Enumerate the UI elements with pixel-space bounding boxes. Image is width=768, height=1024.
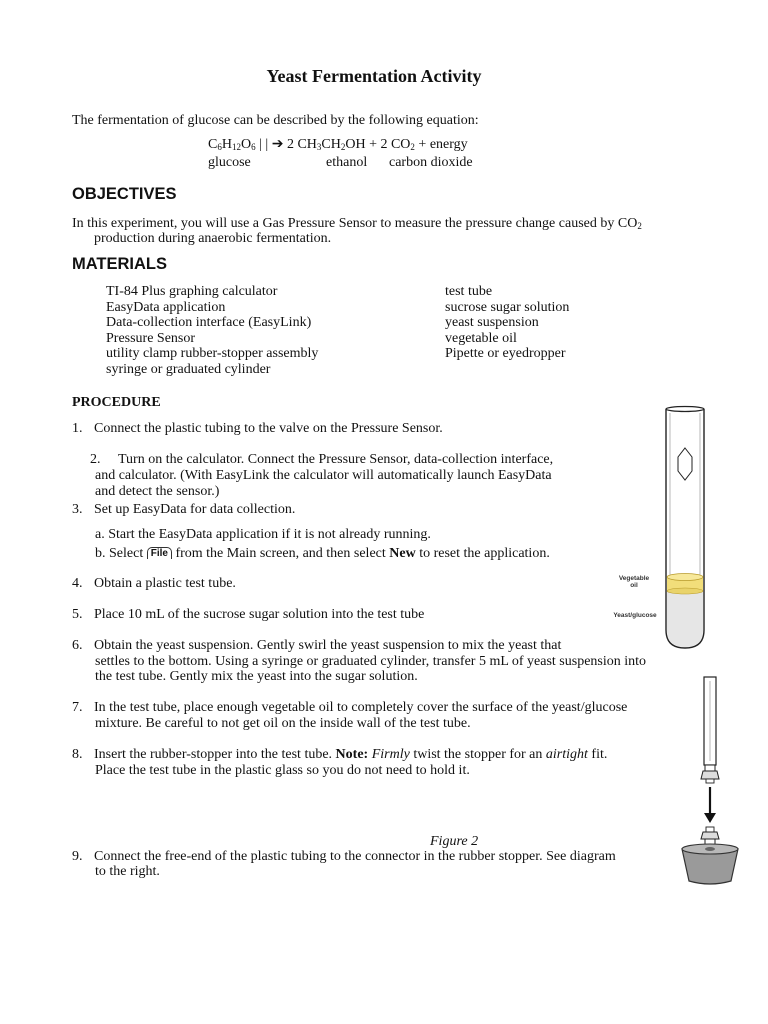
step-6-text-line2: settles to the bottom. Using a syringe or graduated cylinder, transfer 5 mL of yeast suspension into bbox=[95, 654, 647, 669]
step-9-text-line1: Connect the free-end of the plastic tubing to the connector in the rubber stopper. See diagram bbox=[94, 849, 616, 864]
step-6-text-line1: Obtain the yeast suspension. Gently swirl the yeast suspension to mix the yeast that bbox=[94, 638, 562, 653]
step-number: 6. bbox=[72, 638, 83, 653]
list-item: test tube bbox=[445, 284, 493, 299]
step-number: 5. bbox=[72, 607, 83, 622]
figure-caption: Figure 2 bbox=[430, 834, 479, 849]
test-tube-illustration bbox=[660, 405, 710, 655]
step-number: 7. bbox=[72, 700, 83, 715]
procedure-heading: PROCEDURE bbox=[72, 395, 161, 410]
step-8-text-line1: Insert the rubber-stopper into the test tube. Note: Firmly twist the stopper for an airtight fit. bbox=[94, 747, 608, 762]
step-1-text: Connect the plastic tubing to the valve on the Pressure Sensor. bbox=[94, 421, 443, 436]
step-4-text: Obtain a plastic test tube. bbox=[94, 576, 236, 591]
step-3b-text: b. Select File from the Main screen, and then select New to reset the application. bbox=[95, 546, 550, 561]
list-item: sucrose sugar solution bbox=[445, 299, 570, 315]
list-item: TI-84 Plus graphing calculator bbox=[106, 284, 278, 299]
intro-text: The fermentation of glucose can be described by the following equation: bbox=[72, 113, 479, 128]
step-2-text-line3: and detect the sensor.) bbox=[95, 484, 220, 499]
objectives-text-line1: In this experiment, you will use a Gas Pressure Sensor to measure the pressure change caused by $CO_2$ bbox=[72, 216, 642, 231]
step-2-text-line2: and calculator. (With EasyLink the calculator will automatically launch EasyData bbox=[95, 468, 552, 483]
list-item: EasyData application bbox=[106, 299, 226, 315]
step-6-text-line3: the test tube. Gently mix the yeast into the sugar solution. bbox=[95, 669, 418, 684]
step-8-text-line2: Place the test tube in the plastic glass so you do not need to hold it. bbox=[95, 763, 470, 778]
step-3-text: Set up EasyData for data collection. bbox=[94, 502, 296, 517]
stopper-assembly-illustration bbox=[675, 675, 745, 890]
objectives-text-line2: production during anaerobic fermentation. bbox=[94, 231, 332, 246]
step-number: 2. bbox=[90, 452, 101, 467]
step-number: 9. bbox=[72, 849, 83, 864]
list-item: Pressure Sensor bbox=[106, 330, 196, 346]
page-title: Yeast Fermentation Activity bbox=[266, 66, 482, 86]
list-item: yeast suspension bbox=[445, 315, 539, 330]
step-number: 8. bbox=[72, 747, 83, 762]
step-number: 3. bbox=[72, 502, 83, 517]
equation-label-co2: carbon dioxide bbox=[389, 155, 473, 170]
step-9-text-line2: to the right. bbox=[95, 864, 160, 879]
materials-list-left bbox=[106, 284, 318, 377]
file-key-icon: File bbox=[147, 547, 172, 559]
label-vegetable-oil: Vegetable oil bbox=[618, 575, 650, 589]
objectives-heading: OBJECTIVES bbox=[72, 185, 177, 203]
chemical-equation: $C_6H_{12}O_6$ | | ➔ 2 $CH_3CH_2OH + 2$ $CO_2$ + energy bbox=[208, 137, 468, 152]
step-7-text-line2: mixture. Be careful to not get oil on the inside wall of the test tube. bbox=[95, 716, 471, 731]
label-yeast-glucose: Yeast/glucose bbox=[613, 612, 657, 619]
list-item: Data-collection interface (EasyLink) bbox=[106, 315, 312, 330]
step-7-text-line1: In the test tube, place enough vegetable oil to completely cover the surface of the yeast/glucose bbox=[94, 700, 628, 715]
list-item: utility clamp rubber-stopper assembly bbox=[106, 346, 319, 361]
list-item: syringe or graduated cylinder bbox=[106, 361, 271, 377]
step-2-text-line1: Turn on the calculator. Connect the Pressure Sensor, data-collection interface, bbox=[118, 452, 554, 467]
materials-heading: MATERIALS bbox=[72, 255, 168, 273]
equation-label-ethanol: ethanol bbox=[326, 155, 368, 170]
equation-label-glucose: glucose bbox=[208, 155, 251, 170]
step-number: 4. bbox=[72, 576, 83, 591]
list-item: vegetable oil bbox=[445, 330, 517, 346]
list-item: Pipette or eyedropper bbox=[445, 346, 566, 361]
step-3a-text: a. Start the EasyData application if it is not already running. bbox=[95, 527, 431, 542]
materials-list-right bbox=[445, 284, 569, 362]
step-5-text: Place 10 mL of the sucrose sugar solution into the test tube bbox=[94, 607, 425, 622]
step-number: 1. bbox=[72, 421, 83, 436]
